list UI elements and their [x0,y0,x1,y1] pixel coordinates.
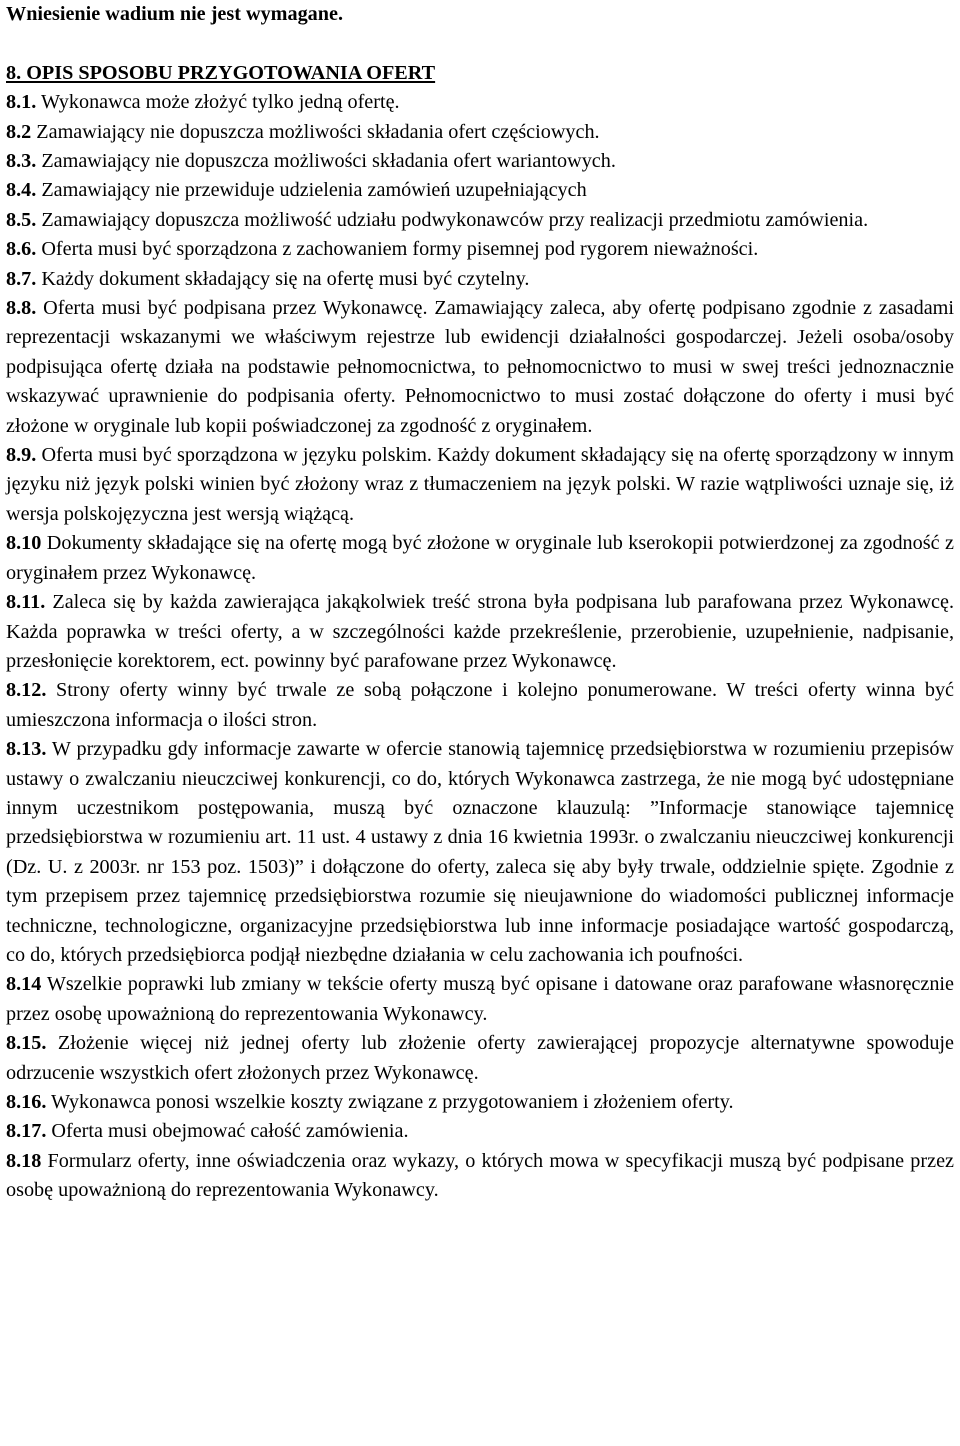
list-item [6,118,954,147]
list-item [6,588,954,676]
item-text: Zamawiający dopuszcza możliwość udziału podwykonawców przy realizacji przedmiotu zamówienia. [36,208,869,231]
item-number: 8.10 [6,532,42,555]
list-item [6,1147,954,1206]
list-item [6,735,954,970]
item-text: W przypadku gdy informacje zawarte w ofercie stanowią tajemnicę przedsiębiorstwa w rozumieniu przepisów ustawy o zwalczaniu nieuczciwej konkurencji, co do, których Wykonawca zastrzega, że nie mogą być udostępniane innym uczestnikom postępowania, muszą być oznaczone klauzulą: ”Informacje stanowiące tajemnicę przedsiębiorstwa w rozumieniu art. 11 ust. 4 ustawy z dnia 16 kwietnia 1993r. o zwalczaniu nieuczciwej konkurencji (Dz. U. z 2003r. nr 153 poz. 1503)” i dołączone do oferty, zaleca się aby były trwale, oddzielnie spięte. Zgodnie z tym przepisem przez tajemnicę przedsiębiorstwa rozumie się nieujawnione do wiadomości publicznej informacje techniczne, technologiczne, organizacyjne przedsiębiorstwa lub inne informacje posiadające wartość gospodarczą, co do, których przedsiębiorca podjął niezbędne działania w celu zachowania ich poufności. [6,738,954,966]
item-text: Zamawiający nie dopuszcza możliwości składania ofert wariantowych. [36,150,616,173]
section-heading: 8. OPIS SPOSOBU PRZYGOTOWANIA OFERT [6,61,436,84]
list-item [6,529,954,588]
item-text: Oferta musi obejmować całość zamówienia. [46,1120,409,1143]
item-text: Strony oferty winny być trwale ze sobą połączone i kolejno ponumerowane. W treści oferty winna być umieszczona informacja o ilości stron. [6,679,954,731]
item-text: Dokumenty składające się na ofertę mogą być złożone w oryginale lub kserokopii potwierdzonej za zgodność z oryginałem przez Wykonawcę. [6,532,954,584]
item-number: 8.9. [6,444,37,467]
item-number: 8.12. [6,679,47,702]
list-item [6,1088,954,1117]
list-item [6,1029,954,1088]
item-number: 8.11. [6,591,46,614]
list-item [6,235,954,264]
list-item [6,88,954,117]
item-number: 8.17. [6,1120,47,1143]
item-number: 8.13. [6,738,47,761]
list-item [6,147,954,176]
item-number: 8.14 [6,973,42,996]
list-item [6,294,954,441]
item-number: 8.4. [6,179,37,202]
item-text: Oferta musi być sporządzona z zachowaniem formy pisemnej pod rygorem nieważności. [36,238,759,261]
item-text: Zaleca się by każda zawierająca jakąkolwiek treść strona była podpisana lub parafowana przez Wykonawcę. Każda poprawka w treści oferty, a w szczególności każde przekreślenie, przerobienie, uzupełnienie, nadpisanie, przesłonięcie korektorem, ect. powinny być parafowane przez Wykonawcę. [6,591,954,672]
list-item [6,676,954,735]
wadium-statement: Wniesienie wadium nie jest wymagane. [6,3,344,25]
item-text: Zamawiający nie przewiduje udzielenia zamówień uzupełniających [36,179,587,202]
item-number: 8.7. [6,267,37,290]
list-item [6,441,954,529]
item-number: 8.5. [6,208,37,231]
item-text: Oferta musi być sporządzona w języku polskim. Każdy dokument składający się na ofertę sporządzony w innym języku niż język polski winien być złożony wraz z tłumaczeniem na język polski. W razie wątpliwości uznaje się, iż wersja polskojęzyczna jest wersją wiążącą. [6,444,954,525]
item-text: Wszelkie poprawki lub zmiany w tekście oferty muszą być opisane i datowane oraz parafowane własnoręcznie przez osobę upoważnioną do reprezentowania Wykonawcy. [6,973,954,1025]
item-number: 8.16. [6,1091,47,1114]
blank-line [6,29,954,58]
item-text: Złożenie więcej niż jednej oferty lub złożenie oferty zawierającej propozycje alternatywne spowoduje odrzucenie wszystkich ofert złożonych przez Wykonawcę. [6,1032,954,1084]
item-number: 8.2 [6,120,32,143]
list-item [6,265,954,294]
item-number: 8.15. [6,1032,47,1055]
item-number: 8.8. [6,297,37,320]
item-text: Każdy dokument składający się na ofertę musi być czytelny. [36,267,530,290]
item-text: Formularz oferty, inne oświadczenia oraz wykazy, o których mowa w specyfikacji muszą być podpisane przez osobę upoważnioną do reprezentowania Wykonawcy. [6,1149,954,1202]
list-item [6,1117,954,1146]
list-item [6,970,954,1029]
item-text: Wykonawca może złożyć tylko jedną ofertę. [36,91,400,114]
item-number: 8.6. [6,238,37,261]
item-text: Oferta musi być podpisana przez Wykonawcę. Zamawiający zaleca, aby ofertę podpisano zgodnie z zasadami reprezentacji wskazanymi we właściwym rejestrze lub ewidencji działalności gospodarczej. Jeżeli osoba/osoby podpisująca ofertę działa na podstawie pełnomocnictwa, to pełnomocnictwo to musi w swej treści jednoznacznie wskazywać uprawnienie do podpisania oferty. Pełnomocnictwo to musi zostać dołączone do oferty i musi być złożone w oryginale lub kopii poświadczonej za zgodność z oryginałem. [6,297,954,437]
item-text: Wykonawca ponosi wszelkie koszty związane z przygotowaniem i złożeniem oferty. [46,1091,734,1114]
item-number: 8.1. [6,91,37,114]
item-number: 8.18 [6,1149,42,1172]
item-number: 8.3. [6,150,37,173]
item-text: Zamawiający nie dopuszcza możliwości składania ofert częściowych. [31,120,600,143]
list-item [6,206,954,235]
list-item [6,176,954,205]
